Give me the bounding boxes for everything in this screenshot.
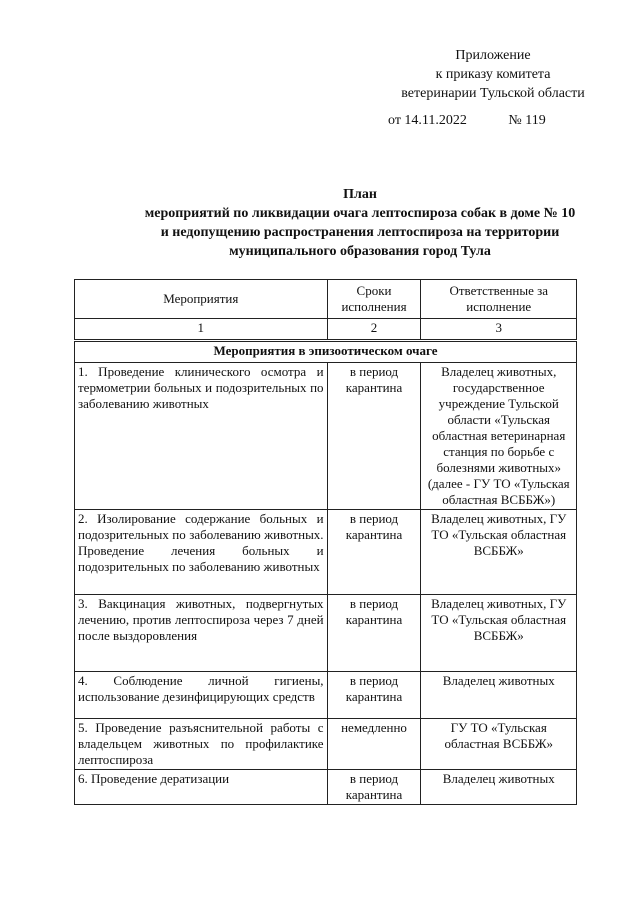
order-date: от 14.11.2022 bbox=[388, 113, 467, 128]
table-header-row bbox=[75, 280, 577, 319]
title-line-2: мероприятий по ликвидации очага лептоспироза собак в доме № 10 bbox=[144, 206, 576, 221]
header-responsible: Ответственные за исполнение bbox=[421, 280, 577, 319]
row-term: в период карантина bbox=[327, 510, 421, 595]
column-number-3: 3 bbox=[421, 319, 577, 341]
title-line-4: муниципального образования город Тула bbox=[229, 244, 491, 259]
appendix-line-3: ветеринарии Тульской области bbox=[401, 86, 585, 101]
title-line-1: План bbox=[343, 187, 377, 202]
row-responsible: Владелец животных, государственное учреждение Тульской области «Тульская областная ветеринарная станция по борьбе с болезнями животных» (далее - ГУ ТО «Тульская областная ВСББЖ») bbox=[421, 363, 577, 510]
section-row bbox=[75, 341, 577, 363]
appendix-block bbox=[378, 46, 608, 103]
table-row bbox=[75, 510, 577, 595]
row-term: в период карантина bbox=[327, 363, 421, 510]
row-term: немедленно bbox=[327, 719, 421, 770]
table-row bbox=[75, 719, 577, 770]
column-numbers-row bbox=[75, 319, 577, 341]
row-activity: 5. Проведение разъяснительной работы с владельцем животных по профилактике лептоспироза bbox=[75, 719, 328, 770]
appendix-line-1: Приложение bbox=[455, 48, 531, 63]
row-term: в период карантина bbox=[327, 770, 421, 805]
row-activity: 1. Проведение клинического осмотра и термометрии больных и подозрительных по заболеванию животных bbox=[75, 363, 328, 510]
row-responsible: Владелец животных, ГУ ТО «Тульская областная ВСББЖ» bbox=[421, 595, 577, 672]
document-title bbox=[80, 185, 640, 261]
row-responsible: ГУ ТО «Тульская областная ВСББЖ» bbox=[421, 719, 577, 770]
row-responsible: Владелец животных bbox=[421, 672, 577, 719]
table-row bbox=[75, 363, 577, 510]
row-term: в период карантина bbox=[327, 595, 421, 672]
column-number-2: 2 bbox=[327, 319, 421, 341]
header-terms: Сроки исполнения bbox=[327, 280, 421, 319]
row-term: в период карантина bbox=[327, 672, 421, 719]
row-activity: 3. Вакцинация животных, подвергнутых лечению, против лептоспироза через 7 дней после выздоровления bbox=[75, 595, 328, 672]
row-responsible: Владелец животных bbox=[421, 770, 577, 805]
table-row bbox=[75, 770, 577, 805]
column-number-1: 1 bbox=[75, 319, 328, 341]
row-activity: 6. Проведение дератизации bbox=[75, 770, 328, 805]
order-number: № 119 bbox=[508, 113, 546, 128]
section-title: Мероприятия в эпизоотическом очаге bbox=[75, 341, 577, 363]
appendix-line-2: к приказу комитета bbox=[435, 67, 551, 82]
title-line-3: и недопущению распространения лептоспироза на территории bbox=[160, 225, 560, 240]
measures-table bbox=[74, 279, 577, 805]
row-responsible: Владелец животных, ГУ ТО «Тульская областная ВСББЖ» bbox=[421, 510, 577, 595]
table-row bbox=[75, 595, 577, 672]
table-row bbox=[75, 672, 577, 719]
row-activity: 2. Изолирование содержание больных и подозрительных по заболеванию животных. Проведение лечения больных и подозрительных по заболеванию животных bbox=[75, 510, 328, 595]
header-activities: Мероприятия bbox=[75, 280, 328, 319]
row-activity: 4. Соблюдение личной гигиены, использование дезинфицирующих средств bbox=[75, 672, 328, 719]
order-reference bbox=[388, 113, 546, 129]
